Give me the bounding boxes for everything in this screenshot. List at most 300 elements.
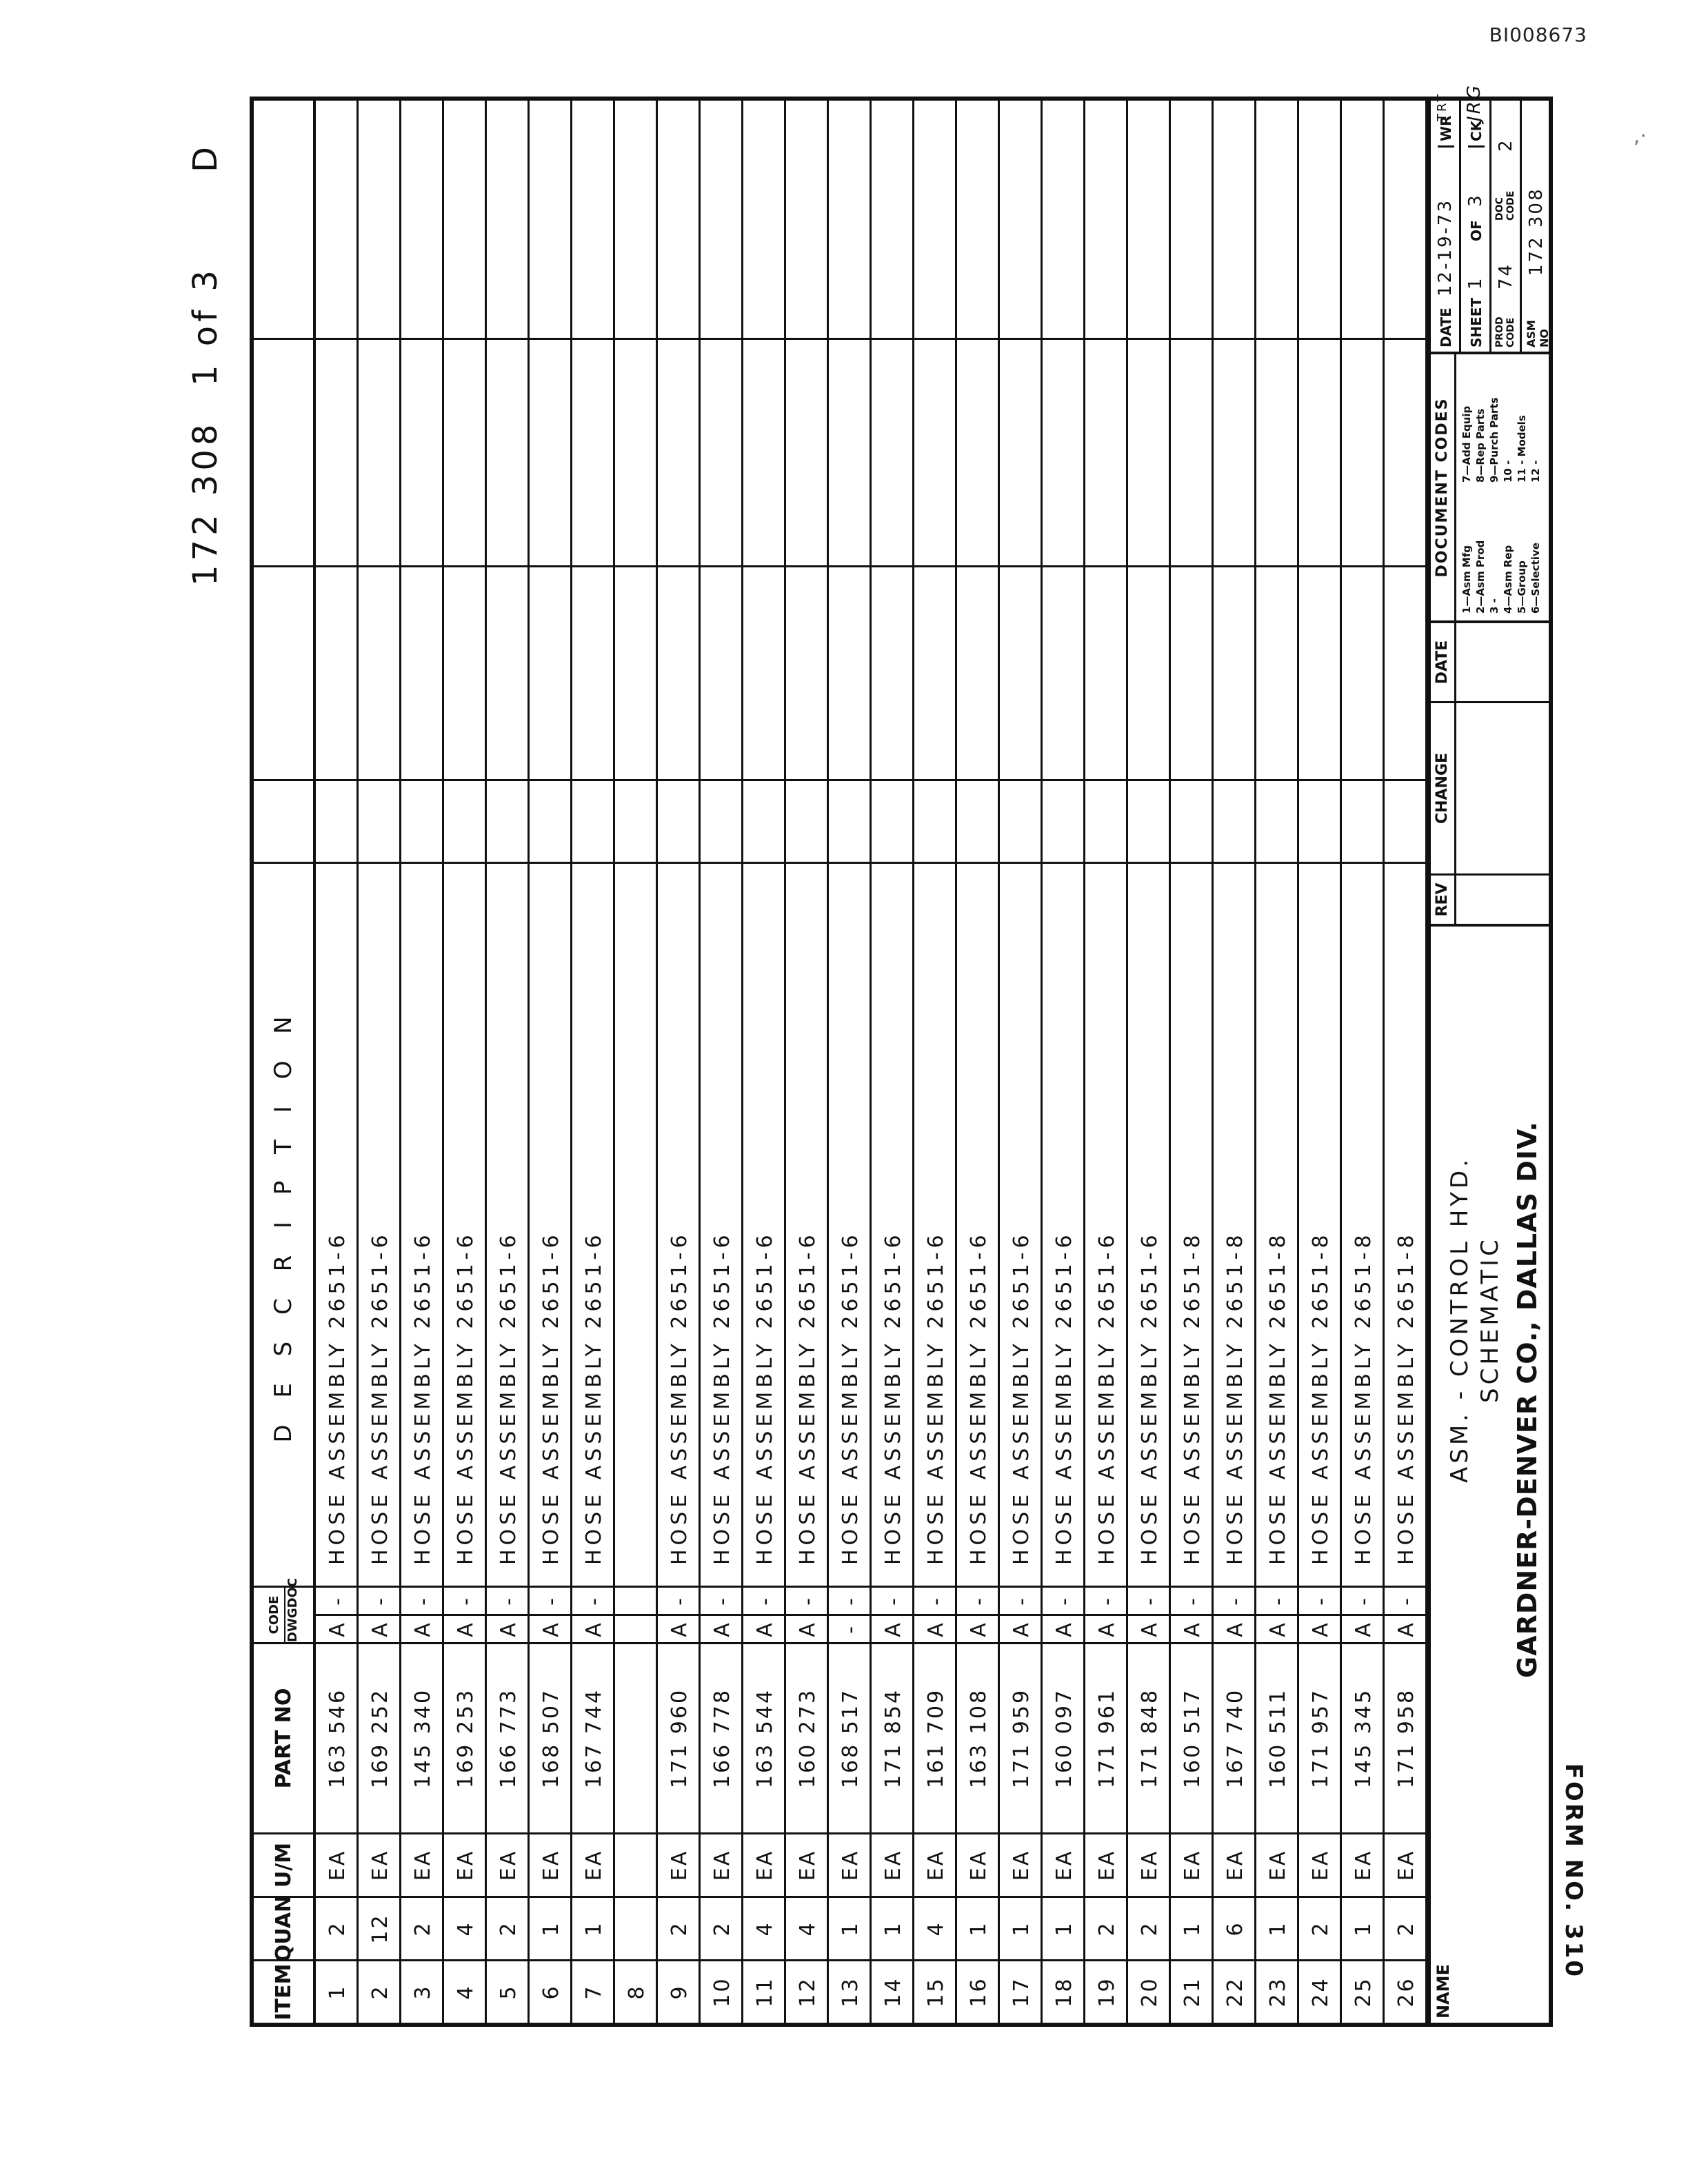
cell-blank bbox=[658, 779, 701, 862]
table-row bbox=[957, 101, 1000, 2023]
cell-doc: - bbox=[1171, 1586, 1214, 1614]
cell-quan: 2 bbox=[658, 1896, 701, 1959]
cell-quan: 4 bbox=[743, 1896, 786, 1959]
cell-dwg: - bbox=[829, 1614, 872, 1642]
cell-dwg: A bbox=[701, 1614, 743, 1642]
cell-dwg: A bbox=[658, 1614, 701, 1642]
cell-quan: 2 bbox=[701, 1896, 743, 1959]
cell-part-no: 160 273 bbox=[786, 1642, 829, 1832]
cell-description: HOSE ASSEMBLY 2651-6 bbox=[444, 862, 487, 1586]
cell-blank bbox=[1299, 779, 1342, 862]
col-blank-1 bbox=[254, 779, 313, 862]
cell-blank bbox=[615, 338, 658, 565]
cell-blank bbox=[401, 565, 444, 779]
cell-blank bbox=[1299, 101, 1342, 338]
cell-item: 4 bbox=[444, 1959, 487, 2023]
col-description: D E S C R I P T I O N bbox=[254, 862, 313, 1586]
cell-blank bbox=[1256, 779, 1299, 862]
cell-part-no: 168 517 bbox=[829, 1642, 872, 1832]
cell-item: 3 bbox=[401, 1959, 444, 2023]
cell-blank bbox=[401, 779, 444, 862]
cell-description: HOSE ASSEMBLY 2651-8 bbox=[1385, 862, 1427, 1586]
cell-um: EA bbox=[829, 1832, 872, 1896]
doc-number: 172 308 bbox=[186, 420, 225, 586]
cell-dwg: A bbox=[1214, 1614, 1256, 1642]
title-block bbox=[1427, 83, 1552, 2023]
cell-blank bbox=[872, 565, 914, 779]
cell-description: HOSE ASSEMBLY 2651-6 bbox=[401, 862, 444, 1586]
cell-blank bbox=[444, 779, 487, 862]
cell-dwg: A bbox=[1342, 1614, 1385, 1642]
cell-blank bbox=[316, 101, 359, 338]
cell-um: EA bbox=[530, 1832, 572, 1896]
cell-dwg: A bbox=[530, 1614, 572, 1642]
cell-item: 25 bbox=[1342, 1959, 1385, 2023]
cell-blank bbox=[359, 779, 401, 862]
cell-description: HOSE ASSEMBLY 2651-6 bbox=[658, 862, 701, 1586]
cell-blank bbox=[530, 101, 572, 338]
cell-doc: - bbox=[957, 1586, 1000, 1614]
cell-um: EA bbox=[487, 1832, 530, 1896]
cell-description: HOSE ASSEMBLY 2651-8 bbox=[1214, 862, 1256, 1586]
cell-quan: 1 bbox=[1000, 1896, 1043, 1959]
cell-blank bbox=[444, 101, 487, 338]
cell-item: 15 bbox=[914, 1959, 957, 2023]
cell-dwg: A bbox=[786, 1614, 829, 1642]
cell-um: EA bbox=[1085, 1832, 1128, 1896]
cell-blank bbox=[444, 565, 487, 779]
cell-um: EA bbox=[1385, 1832, 1427, 1896]
cell-blank bbox=[316, 779, 359, 862]
cell-blank bbox=[914, 338, 957, 565]
cell-doc: - bbox=[1085, 1586, 1128, 1614]
cell-blank bbox=[1214, 779, 1256, 862]
header-line bbox=[146, 97, 250, 2027]
cell-um: EA bbox=[701, 1832, 743, 1896]
cell-description: HOSE ASSEMBLY 2651-6 bbox=[786, 862, 829, 1586]
cell-dwg: A bbox=[401, 1614, 444, 1642]
cell-blank bbox=[701, 338, 743, 565]
code-entry: 4—Asm Rep bbox=[1502, 545, 1514, 614]
parts-table bbox=[250, 83, 1553, 2027]
table-row bbox=[615, 101, 658, 2023]
cell-blank bbox=[1385, 101, 1427, 338]
col-blank-3 bbox=[254, 338, 313, 565]
cell-blank bbox=[658, 101, 701, 338]
cell-um: EA bbox=[359, 1832, 401, 1896]
cell-part-no: 167 740 bbox=[1214, 1642, 1256, 1832]
code-entry: 3 - bbox=[1488, 598, 1500, 614]
cell-blank bbox=[615, 101, 658, 338]
cell-blank bbox=[1000, 565, 1043, 779]
cell-item: 16 bbox=[957, 1959, 1000, 2023]
cell-doc: - bbox=[487, 1586, 530, 1614]
cell-quan: 2 bbox=[1085, 1896, 1128, 1959]
cell-description: HOSE ASSEMBLY 2651-6 bbox=[1085, 862, 1128, 1586]
cell-description: HOSE ASSEMBLY 2651-6 bbox=[359, 862, 401, 1586]
cell-blank bbox=[359, 101, 401, 338]
cell-item: 24 bbox=[1299, 1959, 1342, 2023]
cell-quan: 1 bbox=[1043, 1896, 1085, 1959]
cell-item: 10 bbox=[701, 1959, 743, 2023]
name-label: NAME bbox=[1434, 1964, 1453, 2019]
code-entry: 7—Add Equip bbox=[1460, 405, 1473, 483]
cell-blank bbox=[1299, 338, 1342, 565]
cell-dwg: A bbox=[316, 1614, 359, 1642]
cell-description: HOSE ASSEMBLY 2651-6 bbox=[829, 862, 872, 1586]
cell-blank bbox=[487, 779, 530, 862]
document-codes: DOCUMENT CODES 1—Asm Mfg 2—Asm Prod 3 - 4—Asm Rep 5—Group 6—Selective 7—Add Equip 8—Rep Parts 9—Purch Parts 10 - 11 - Models 12 - bbox=[1431, 354, 1552, 623]
cell-blank bbox=[658, 338, 701, 565]
cell-description: HOSE ASSEMBLY 2651-6 bbox=[872, 862, 914, 1586]
form-number: FORM NO. 310 bbox=[1560, 1763, 1587, 1979]
cell-description: HOSE ASSEMBLY 2651-6 bbox=[1000, 862, 1043, 1586]
cell-blank bbox=[401, 338, 444, 565]
cell-part-no: 169 253 bbox=[444, 1642, 487, 1832]
sheet-row: SHEET 1 OF 3 CK JRG bbox=[1461, 98, 1491, 352]
cell-doc: - bbox=[1256, 1586, 1299, 1614]
cell-part-no: 160 517 bbox=[1171, 1642, 1214, 1832]
cell-blank bbox=[1043, 101, 1085, 338]
table-row bbox=[359, 101, 401, 2023]
table-row bbox=[401, 101, 444, 2023]
cell-blank bbox=[1342, 338, 1385, 565]
cell-blank bbox=[1214, 101, 1256, 338]
cell-doc: - bbox=[1299, 1586, 1342, 1614]
cell-um: EA bbox=[1000, 1832, 1043, 1896]
cell-blank bbox=[359, 565, 401, 779]
cell-item: 8 bbox=[615, 1959, 658, 2023]
col-code bbox=[254, 1577, 313, 1642]
codes-right bbox=[1460, 397, 1543, 483]
cell-dwg: A bbox=[743, 1614, 786, 1642]
table-row bbox=[743, 101, 786, 2023]
cell-dwg: A bbox=[444, 1614, 487, 1642]
table-header bbox=[254, 101, 316, 2023]
revision-block bbox=[1431, 623, 1552, 927]
cell-blank bbox=[1171, 338, 1214, 565]
cell-dwg: A bbox=[1085, 1614, 1128, 1642]
doc-info bbox=[1431, 83, 1552, 354]
cell-part-no: 171 854 bbox=[872, 1642, 914, 1832]
cell-doc: - bbox=[658, 1586, 701, 1614]
cell-item: 7 bbox=[572, 1959, 615, 2023]
cell-dwg: A bbox=[1043, 1614, 1085, 1642]
cell-item: 17 bbox=[1000, 1959, 1043, 2023]
cell-blank bbox=[1043, 779, 1085, 862]
cell-item: 18 bbox=[1043, 1959, 1085, 2023]
cell-dwg: A bbox=[359, 1614, 401, 1642]
cell-item: 21 bbox=[1171, 1959, 1214, 2023]
cell-quan: 2 bbox=[1299, 1896, 1342, 1959]
cell-blank bbox=[957, 338, 1000, 565]
code-entry: 6—Selective bbox=[1529, 543, 1542, 614]
cell-part-no: 160 511 bbox=[1256, 1642, 1299, 1832]
company-name: GARDNER-DENVER CO., DALLAS DIV. bbox=[1512, 1121, 1543, 1678]
cell-doc: - bbox=[701, 1586, 743, 1614]
date-value: 12-19-73 bbox=[1435, 198, 1456, 296]
cell-blank bbox=[1171, 101, 1214, 338]
cell-blank bbox=[957, 779, 1000, 862]
cell-um: EA bbox=[914, 1832, 957, 1896]
assembly-name: ASM. - CONTROL HYD. SCHEMATIC bbox=[1446, 1155, 1504, 1484]
code-entry: 12 - bbox=[1529, 460, 1542, 483]
cell-description: HOSE ASSEMBLY 2651-6 bbox=[1043, 862, 1085, 1586]
cell-blank bbox=[957, 565, 1000, 779]
cell-blank bbox=[872, 101, 914, 338]
cell-description: HOSE ASSEMBLY 2651-6 bbox=[914, 862, 957, 1586]
cell-doc: - bbox=[1000, 1586, 1043, 1614]
cell-blank bbox=[316, 565, 359, 779]
cell-blank bbox=[1128, 338, 1171, 565]
cell-quan: 1 bbox=[1256, 1896, 1299, 1959]
cell-blank bbox=[615, 565, 658, 779]
cell-part-no: 171 957 bbox=[1299, 1642, 1342, 1832]
change-col: CHANGE bbox=[1431, 703, 1552, 876]
cell-doc: - bbox=[829, 1586, 872, 1614]
cell-description: HOSE ASSEMBLY 2651-6 bbox=[743, 862, 786, 1586]
cell-item: 13 bbox=[829, 1959, 872, 2023]
table-row bbox=[701, 101, 743, 2023]
cell-blank bbox=[444, 338, 487, 565]
cell-um: EA bbox=[1214, 1832, 1256, 1896]
cell-dwg: A bbox=[872, 1614, 914, 1642]
cell-blank bbox=[914, 101, 957, 338]
cell-blank bbox=[1085, 565, 1128, 779]
cell-item: 23 bbox=[1256, 1959, 1299, 2023]
cell-part-no: 169 252 bbox=[359, 1642, 401, 1832]
cell-doc: - bbox=[572, 1586, 615, 1614]
cell-blank bbox=[1171, 565, 1214, 779]
cell-description: HOSE ASSEMBLY 2651-8 bbox=[1299, 862, 1342, 1586]
cell-quan: 2 bbox=[1128, 1896, 1171, 1959]
cell-dwg: A bbox=[1256, 1614, 1299, 1642]
table-row bbox=[444, 101, 487, 2023]
cell-part-no: 168 507 bbox=[530, 1642, 572, 1832]
sheet-of: 1 of 3 bbox=[186, 266, 225, 386]
cell-part-no: 163 546 bbox=[316, 1642, 359, 1832]
cell-item: 20 bbox=[1128, 1959, 1171, 2023]
cell-blank bbox=[701, 101, 743, 338]
cell-blank bbox=[1043, 565, 1085, 779]
cell-item: 6 bbox=[530, 1959, 572, 2023]
cell-blank bbox=[701, 565, 743, 779]
cell-blank bbox=[1256, 565, 1299, 779]
cell-blank bbox=[914, 779, 957, 862]
cell-doc: - bbox=[743, 1586, 786, 1614]
code-entry: 1—Asm Mfg bbox=[1460, 545, 1473, 614]
cell-description: HOSE ASSEMBLY 2651-8 bbox=[1256, 862, 1299, 1586]
cell-blank bbox=[1342, 779, 1385, 862]
cell-blank bbox=[914, 565, 957, 779]
cell-part-no: 161 709 bbox=[914, 1642, 957, 1832]
cell-dwg: A bbox=[1128, 1614, 1171, 1642]
table-row bbox=[1171, 101, 1214, 2023]
cell-quan: 4 bbox=[444, 1896, 487, 1959]
cell-um: EA bbox=[743, 1832, 786, 1896]
cell-blank bbox=[487, 565, 530, 779]
cell-description: HOSE ASSEMBLY 2651-6 bbox=[487, 862, 530, 1586]
cell-doc: - bbox=[1128, 1586, 1171, 1614]
table-row bbox=[1299, 101, 1342, 2023]
cell-blank bbox=[786, 101, 829, 338]
table-row bbox=[1043, 101, 1085, 2023]
cell-blank bbox=[786, 779, 829, 862]
cell-um: EA bbox=[786, 1832, 829, 1896]
cell-part-no: 145 345 bbox=[1342, 1642, 1385, 1832]
cell-blank bbox=[1385, 779, 1427, 862]
cell-blank bbox=[1085, 779, 1128, 862]
cell-description: HOSE ASSEMBLY 2651-6 bbox=[701, 862, 743, 1586]
col-item: ITEM bbox=[254, 1959, 313, 2023]
cell-blank bbox=[572, 338, 615, 565]
table-row bbox=[487, 101, 530, 2023]
cell-blank bbox=[743, 101, 786, 338]
cell-blank bbox=[872, 779, 914, 862]
cell-dwg: A bbox=[487, 1614, 530, 1642]
col-blank-2 bbox=[254, 565, 313, 779]
codes-left bbox=[1460, 540, 1543, 614]
cell-um: EA bbox=[1256, 1832, 1299, 1896]
code-row: PROD CODE 74 DOC CODE 2 bbox=[1491, 98, 1522, 352]
cell-blank bbox=[530, 565, 572, 779]
cell-part-no: 167 744 bbox=[572, 1642, 615, 1832]
cell-blank bbox=[1085, 101, 1128, 338]
table-row bbox=[1385, 101, 1427, 2023]
cell-doc: - bbox=[1214, 1586, 1256, 1614]
cell-blank bbox=[786, 338, 829, 565]
cell-doc bbox=[615, 1586, 658, 1614]
cell-blank bbox=[572, 779, 615, 862]
cell-blank bbox=[1128, 101, 1171, 338]
scan-mark: ,· bbox=[1633, 124, 1647, 148]
date-row: DATE 12-19-73 WR TRT bbox=[1431, 98, 1461, 352]
cell-item: 12 bbox=[786, 1959, 829, 2023]
cell-quan bbox=[615, 1896, 658, 1959]
cell-blank bbox=[1000, 338, 1043, 565]
cell-dwg: A bbox=[914, 1614, 957, 1642]
cell-description: HOSE ASSEMBLY 2651-6 bbox=[1128, 862, 1171, 1586]
cell-item: 5 bbox=[487, 1959, 530, 2023]
cell-blank bbox=[1342, 565, 1385, 779]
cell-quan: 2 bbox=[487, 1896, 530, 1959]
cell-part-no: 160 097 bbox=[1043, 1642, 1085, 1832]
cell-quan: 6 bbox=[1214, 1896, 1256, 1959]
cell-blank bbox=[572, 101, 615, 338]
cell-part-no: 171 959 bbox=[1000, 1642, 1043, 1832]
cell-item: 11 bbox=[743, 1959, 786, 2023]
cell-blank bbox=[829, 338, 872, 565]
cell-quan: 4 bbox=[786, 1896, 829, 1959]
cell-dwg bbox=[615, 1614, 658, 1642]
cell-blank bbox=[1000, 779, 1043, 862]
cell-quan: 1 bbox=[957, 1896, 1000, 1959]
cell-um: EA bbox=[957, 1832, 1000, 1896]
cell-blank bbox=[1214, 338, 1256, 565]
cell-part-no: 171 958 bbox=[1385, 1642, 1427, 1832]
cell-part-no: 166 773 bbox=[487, 1642, 530, 1832]
doc-label: DOC bbox=[285, 1577, 300, 1608]
cell-quan: 12 bbox=[359, 1896, 401, 1959]
table-row bbox=[1085, 101, 1128, 2023]
table-row bbox=[1342, 101, 1385, 2023]
asm-number: 172 308 bbox=[1526, 187, 1547, 276]
cell-quan: 2 bbox=[1385, 1896, 1427, 1959]
code-entry: 2—Asm Prod bbox=[1474, 540, 1487, 614]
cell-quan: 1 bbox=[572, 1896, 615, 1959]
cell-dwg: A bbox=[957, 1614, 1000, 1642]
cell-quan: 1 bbox=[1342, 1896, 1385, 1959]
cell-blank bbox=[530, 779, 572, 862]
code-entry: 8—Rep Parts bbox=[1474, 408, 1487, 483]
cell-dwg: A bbox=[1385, 1614, 1427, 1642]
cell-part-no: 163 544 bbox=[743, 1642, 786, 1832]
cell-um: EA bbox=[1171, 1832, 1214, 1896]
cell-um: EA bbox=[1043, 1832, 1085, 1896]
table-row bbox=[914, 101, 957, 2023]
cell-um: EA bbox=[1342, 1832, 1385, 1896]
cell-blank bbox=[359, 338, 401, 565]
cell-dwg: A bbox=[1171, 1614, 1214, 1642]
cell-blank bbox=[572, 565, 615, 779]
cell-quan: 1 bbox=[872, 1896, 914, 1959]
asm-row: ASM NO 172 308 bbox=[1525, 187, 1551, 347]
cell-um: EA bbox=[1128, 1832, 1171, 1896]
cell-blank bbox=[829, 101, 872, 338]
cell-um: EA bbox=[401, 1832, 444, 1896]
col-quan: QUAN bbox=[254, 1896, 313, 1959]
cell-description: HOSE ASSEMBLY 2651-6 bbox=[316, 862, 359, 1586]
bates-number: BI008673 bbox=[1489, 23, 1587, 46]
table-row bbox=[1214, 101, 1256, 2023]
cell-part-no: 171 961 bbox=[1085, 1642, 1128, 1832]
cell-blank bbox=[1171, 779, 1214, 862]
cell-doc: - bbox=[914, 1586, 957, 1614]
cell-blank bbox=[1385, 565, 1427, 779]
cell-um: EA bbox=[872, 1832, 914, 1896]
cell-blank bbox=[1085, 338, 1128, 565]
cell-blank bbox=[743, 565, 786, 779]
table-row bbox=[829, 101, 872, 2023]
cell-blank bbox=[743, 338, 786, 565]
cell-blank bbox=[1256, 101, 1299, 338]
cell-description: HOSE ASSEMBLY 2651-6 bbox=[572, 862, 615, 1586]
cell-quan: 2 bbox=[401, 1896, 444, 1959]
cell-um: EA bbox=[572, 1832, 615, 1896]
col-part-no: PART NO bbox=[254, 1642, 313, 1832]
code-entry: 10 - bbox=[1502, 460, 1514, 483]
cell-blank bbox=[1342, 101, 1385, 338]
cell-part-no: 145 340 bbox=[401, 1642, 444, 1832]
cell-item: 14 bbox=[872, 1959, 914, 2023]
cell-description: HOSE ASSEMBLY 2651-6 bbox=[530, 862, 572, 1586]
code-entry: 5—Group bbox=[1516, 560, 1528, 614]
cell-doc: - bbox=[359, 1586, 401, 1614]
cell-blank bbox=[1256, 338, 1299, 565]
table-row bbox=[572, 101, 615, 2023]
table-row bbox=[872, 101, 914, 2023]
cell-part-no: 163 108 bbox=[957, 1642, 1000, 1832]
table-row bbox=[530, 101, 572, 2023]
cell-doc: - bbox=[444, 1586, 487, 1614]
table-row bbox=[316, 101, 359, 2023]
cell-blank bbox=[1000, 101, 1043, 338]
table-row bbox=[1128, 101, 1171, 2023]
cell-description bbox=[615, 862, 658, 1586]
cell-blank bbox=[1299, 565, 1342, 779]
code-label: CODE bbox=[267, 1588, 285, 1642]
cell-blank bbox=[615, 779, 658, 862]
